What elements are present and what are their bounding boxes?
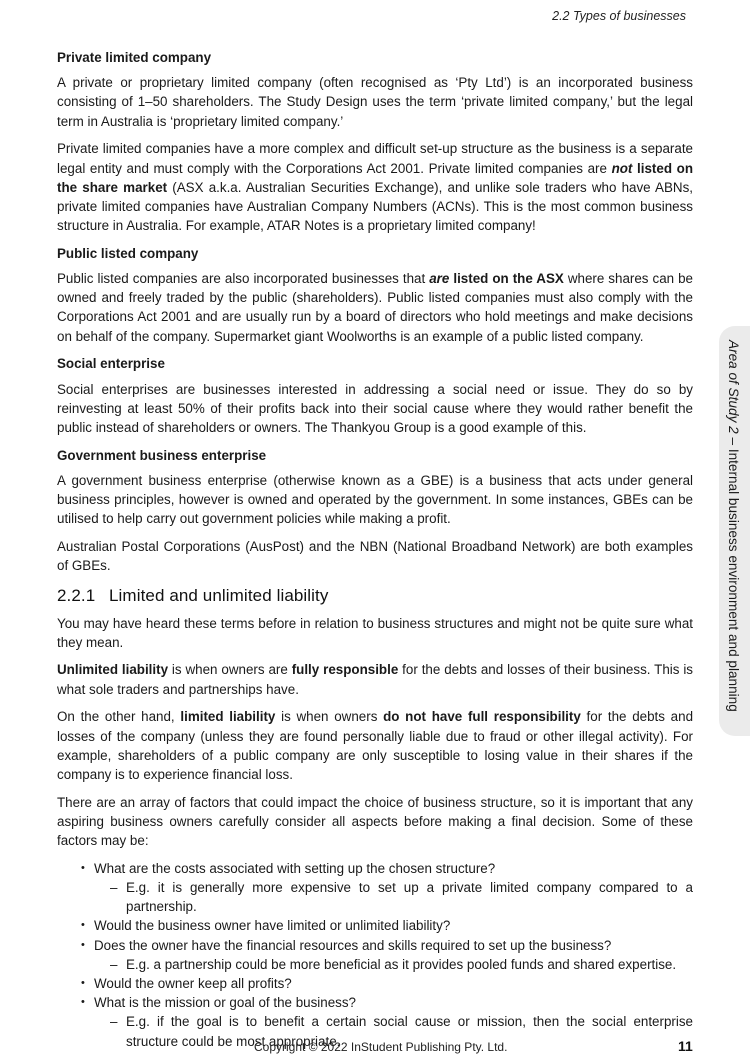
bullet-icon: • [81,938,85,951]
text-run: for the debts and losses of the company (unless they are found personally liable due to fraud or other illegal activity). For example, shareholders of a public company are only susceptible to losing value in their shares if the company is to experience financial loss. [57,709,694,782]
sub-list [94,955,693,974]
sub-list-item [94,878,693,916]
dash-icon: – [110,956,118,972]
list-item [57,859,693,917]
list-item-text: Would the owner keep all profits? [94,976,292,992]
text-run: where shares can be owned and freely traded by the public (shareholders). Public listed companies must also comply with the Corporations Act 2001 and are usually run by a board of directors who hold meetings and make decisions on behalf of the company. Supermarket giant Woolworths is an example of a public listed company. [57,271,694,344]
sub-list-item [94,955,693,974]
bullet-icon: • [81,996,85,1009]
list-item-text: Would the business owner have limited or unlimited liability? [94,918,451,934]
factors-list [57,859,693,1051]
paragraph: Social enterprises are businesses interested in addressing a social need or issue. They do so by reinvesting at least 50% of their profits back into their social cause where they would rather benefit the public instead of shareholders or owners. The Thankyou Group is a good example of this. [57,381,693,435]
paragraph [57,139,693,235]
side-tab-label-italic: Area of Study 2 [726,340,741,434]
list-item [57,936,693,974]
paragraph: There are an array of factors that could impact the choice of business structure, so it is important that any aspiring business owners carefully consider all aspects before making a final decision. Some of these factors may be: [57,794,693,849]
list-item [57,916,693,935]
chapter-side-tab-label [726,340,741,712]
text-run: Public listed companies are also incorporated businesses that [57,271,430,287]
dash-icon: – [110,880,118,896]
list-item-text: What are the costs associated with setting up the chosen structure? [94,860,496,876]
bullet-icon: • [81,977,85,990]
bullet-icon: • [81,919,85,932]
text-run: Private limited companies have a more complex and difficult set-up structure as the business is a separate legal entity and must comply with the Corporations Act 2001. Private limited companies are [57,141,693,176]
emphasis: are [429,271,450,287]
paragraph: You may have heard these terms before in relation to business structures and might not be quite sure what they mean. [57,615,693,650]
text-run: On the other hand, [57,709,181,725]
section-heading-liability [57,586,693,605]
page-number: 11 [678,1038,693,1054]
subheading-social-enterprise: Social enterprise [57,356,165,372]
text-run: is when owners are [168,662,292,678]
page-content [57,48,693,1051]
running-head: 2.2 Types of businesses [552,9,686,23]
bullet-icon: • [81,861,85,874]
subheading-government-business-enterprise: Government business enterprise [57,447,267,463]
paragraph [57,269,693,346]
bold-term: Unlimited liability [57,662,169,678]
paragraph [57,660,693,698]
list-item [57,974,693,993]
paragraph: A government business enterprise (otherwise known as a GBE) is a business that acts under general business principles, however is owned and operated by the government. In some instances, GBEs can be utilised to help carry out government policies while making a profit. [57,472,693,527]
subheading-private-limited-company: Private limited company [57,50,212,65]
subheading-public-listed-company: Public listed company [57,245,199,261]
section-title-text: Limited and unlimited liability [109,586,329,606]
text-run: (ASX a.k.a. Australian Securities Exchange), and unlike sole traders who have ABNs, private limited companies have Australian Company Numbers (ACNs). This is the most common business structure in Australia. For example, ATAR Notes is a proprietary limited company! [57,179,693,234]
paragraph [57,707,693,784]
side-tab-label-rest: – Internal business environment and planning [726,433,741,712]
bold-term: listed on the ASX [449,271,564,287]
list-item-text: Does the owner have the financial resources and skills required to set up the business? [94,937,612,953]
bold-term: fully responsible [291,662,399,678]
bold-term: do not have full responsibility [383,709,581,725]
list-item-text: What is the mission or goal of the business? [94,995,356,1011]
text-run: for the debts and losses of their business. This is what sole traders and partnerships have. [57,662,694,697]
bold-term: limited liability [180,709,276,725]
bold-term: listed on the share market [57,160,693,195]
paragraph: A private or proprietary limited company (often recognised as ‘Pty Ltd’) is an incorporated business consisting of 1–50 shareholders. The Study Design uses the term ‘private limited company,’ but the legal term in Australia is ‘proprietary limited company.’ [57,75,693,129]
sub-list-item-text: E.g. if the goal is to benefit a certain social cause or mission, then the social enterprise structure could be most appropriate. [126,1014,693,1049]
dash-icon: – [110,1014,118,1030]
sub-list-item-text: E.g. it is generally more expensive to set up a private limited company compared to a partnership. [126,880,693,915]
sub-list-item-text: E.g. a partnership could be more beneficial as it provides pooled funds and shared expertise. [126,956,677,972]
emphasis: not [611,160,633,176]
section-number: 2.2.1 [57,586,96,606]
footer-copyright: Copyright © 2022 InStudent Publishing Pty. Ltd. [254,1040,508,1054]
text-run: is when owners [275,709,384,725]
paragraph: Australian Postal Corporations (AusPost) and the NBN (National Broadband Network) are both examples of GBEs. [57,538,693,574]
sub-list [94,878,693,916]
